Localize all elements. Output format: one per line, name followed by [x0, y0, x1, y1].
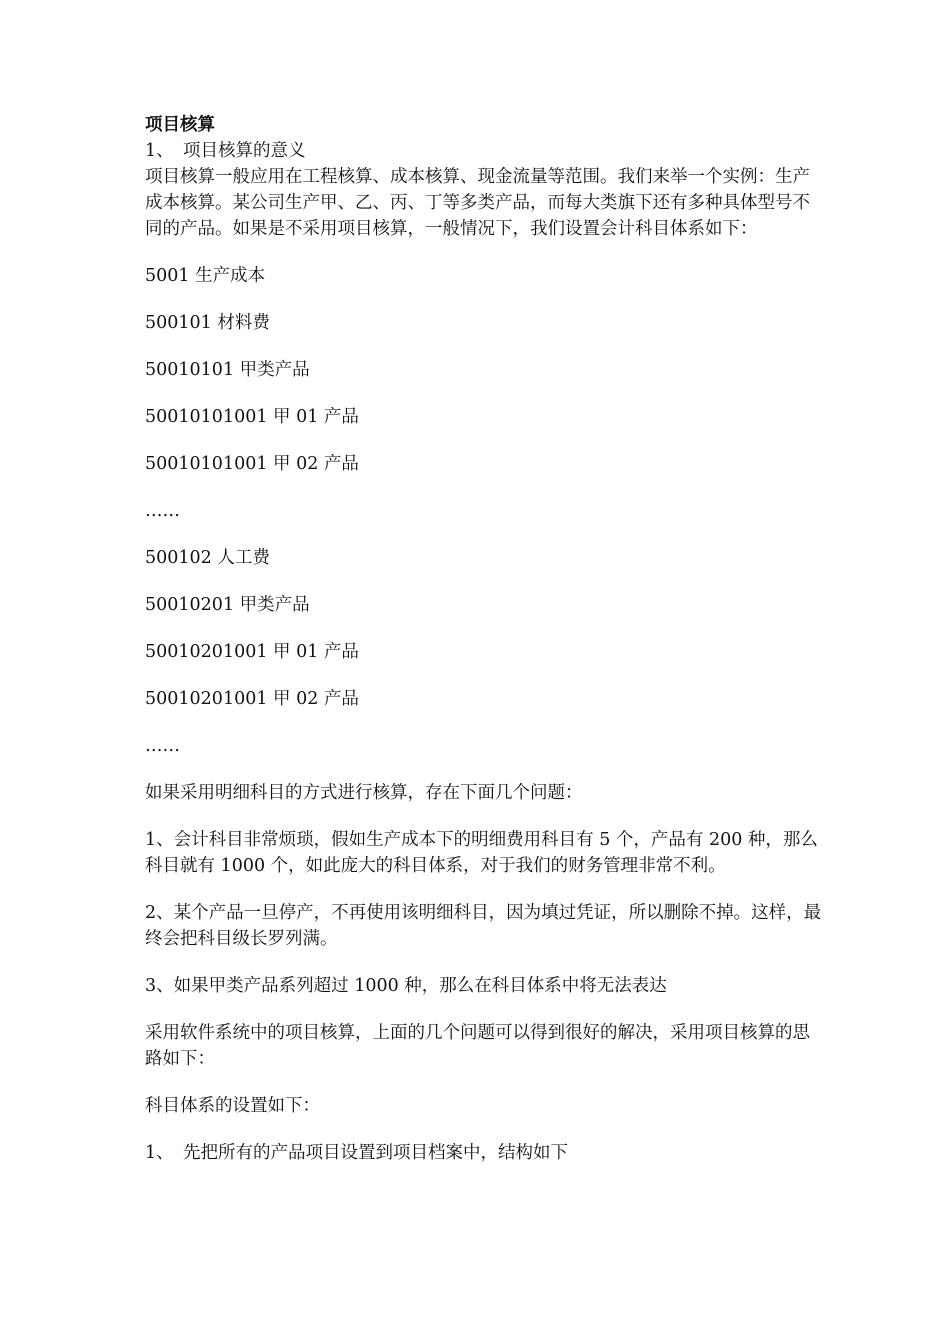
account-line: 5001 生产成本 [145, 266, 266, 286]
account-line: 50010201001 甲 02 产品 [145, 689, 359, 709]
section-heading [145, 138, 825, 164]
setup-heading: 科目体系的设置如下： [145, 1096, 320, 1116]
account-line: 50010201 甲类产品 [145, 595, 310, 615]
problem-item: 3、如果甲类产品系列超过 1000 种，那么在科目体系中将无法表达 [145, 976, 667, 996]
ellipsis-line: …… [145, 501, 180, 521]
step-text: 先把所有的产品项目设置到项目档案中，结构如下 [183, 1143, 568, 1163]
solution-paragraph: 采用软件系统中的项目核算，上面的几个问题可以得到很好的解决，采用项目核算的思路如下： [145, 1023, 810, 1069]
section-title: 项目核算的意义 [183, 141, 306, 161]
section-number: 1、 [145, 141, 174, 161]
document-title: 项目核算 [145, 115, 215, 135]
ellipsis-line: …… [145, 736, 180, 756]
problem-item: 1、会计科目非常烦琐，假如生产成本下的明细费用科目有 5 个，产品有 200 种，那么科目就有 1000 个，如此庞大的科目体系，对于我们的财务管理非常不利。 [145, 830, 818, 876]
account-line: 500101 材料费 [145, 313, 270, 333]
account-line: 50010101 甲类产品 [145, 360, 310, 380]
account-line: 50010101001 甲 02 产品 [145, 454, 359, 474]
problem-item: 2、某个产品一旦停产，不再使用该明细科目，因为填过凭证，所以删除不掉。这样，最终会把科目级长罗列满。 [145, 903, 822, 949]
problems-intro: 如果采用明细科目的方式进行核算，存在下面几个问题： [145, 783, 583, 803]
document-body [145, 112, 825, 1166]
account-line: 50010201001 甲 01 产品 [145, 642, 359, 662]
intro-paragraph: 项目核算一般应用在工程核算、成本核算、现金流量等范围。我们来举一个实例：生产成本核算。某公司生产甲、乙、丙、丁等多类产品，而每大类旗下还有多种具体型号不同的产品。如果是不采用项目核算，一般情况下，我们设置会计科目体系如下： [145, 167, 810, 239]
account-line: 500102 人工费 [145, 548, 270, 568]
step-item [145, 1140, 825, 1166]
step-number: 1、 [145, 1143, 174, 1163]
account-line: 50010101001 甲 01 产品 [145, 407, 359, 427]
